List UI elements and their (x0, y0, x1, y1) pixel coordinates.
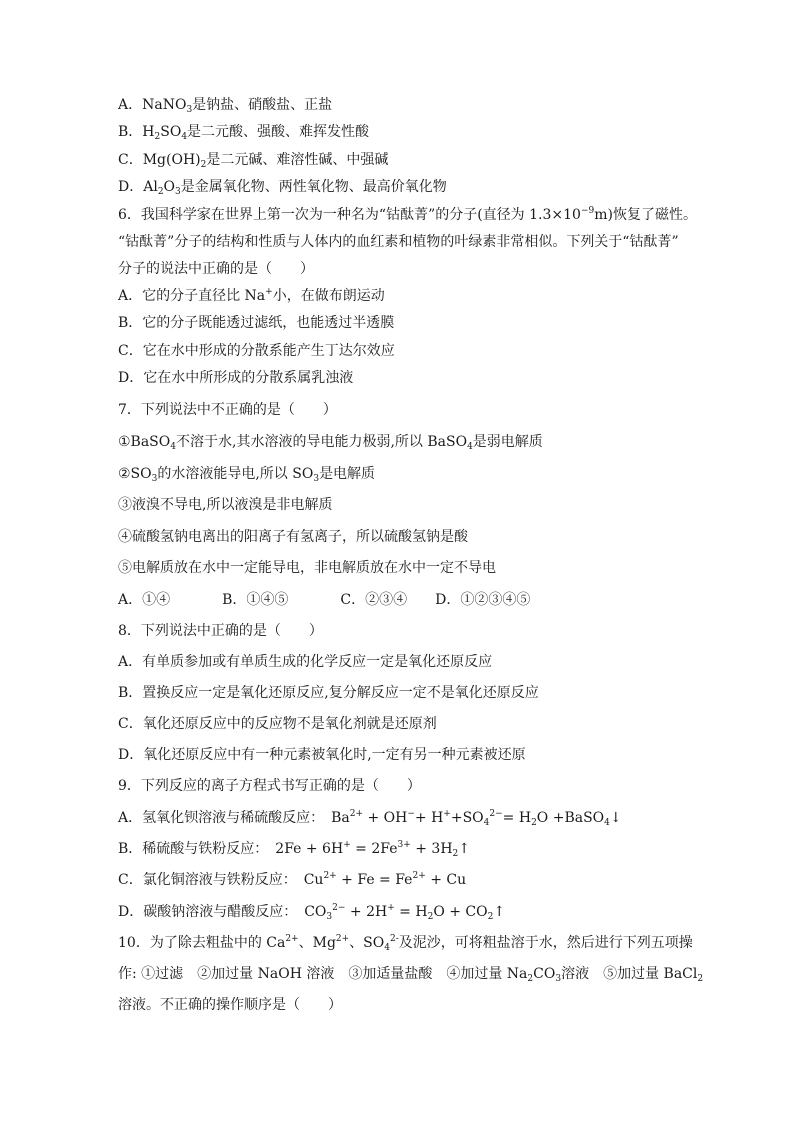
text-run: C．氧化还原反应中的反应物不是氧化剂就是还原剂 (118, 716, 437, 732)
subscript: 3 (175, 187, 181, 197)
text-run: A．有单质参加或有单质生成的化学反应一定是氧化还原反应 (118, 654, 493, 670)
superscript: + (265, 287, 273, 297)
subscript: 3 (555, 974, 562, 984)
text-line (118, 400, 337, 420)
text-line (118, 839, 470, 859)
superscript: 2+ (323, 871, 337, 881)
text-run: 是金属氧化物、两性氧化物、最高价氧化物 (180, 179, 447, 195)
text-run: 是电解质 (319, 466, 376, 482)
text-run: 是弱电解质 (472, 434, 543, 450)
text-line (118, 745, 526, 765)
text-run: 7．下列说法中不正确的是（ ） (118, 402, 337, 418)
subscript: 4 (384, 943, 390, 953)
text-line (118, 590, 530, 610)
text-line (118, 313, 394, 333)
text-run: 不溶于水,其水溶液的导电能力极弱,所以 BaSO (176, 434, 468, 450)
superscript: + (443, 809, 451, 819)
text-line (118, 776, 421, 796)
text-run: 8．下列说法中正确的是（ ） (118, 623, 323, 639)
text-line (118, 995, 342, 1015)
text-run: C．②③④ (340, 592, 408, 608)
text-line (118, 95, 332, 115)
text-run: ↑ (458, 841, 471, 857)
text-run: 、Mg (298, 935, 336, 951)
text-line (118, 683, 539, 703)
text-run: O (163, 179, 176, 195)
text-run: O + CO (433, 904, 488, 920)
subscript: 4 (181, 132, 188, 142)
superscript: 2+ (412, 871, 426, 881)
text-line (118, 464, 375, 484)
subscript: 4 (483, 818, 490, 828)
text-run: ②SO (118, 466, 152, 482)
superscript: 2+ (335, 934, 350, 944)
text-run: C．氯化铜溶液与铁粉反应： Cu (118, 872, 324, 888)
text-run: 是二元酸、强酸、难挥发性酸 (187, 124, 370, 140)
subscript: 4 (604, 818, 610, 828)
subscript: 3 (151, 474, 158, 484)
subscript: 2 (427, 912, 434, 922)
text-run: A．它的分子直径比 Na (118, 288, 266, 304)
superscript: 2+ (285, 934, 299, 944)
subscript: 4 (467, 442, 473, 452)
superscript: 2- (390, 934, 399, 944)
text-run: + Cu (425, 872, 467, 888)
text-run: 10．为了除去粗盐中的 Ca (118, 935, 286, 951)
text-run: m)恢复了磁性。 (594, 207, 697, 223)
text-line (118, 621, 323, 641)
text-run: ↓ (609, 810, 622, 826)
text-run: A．氢氧化钡溶液与稀硫酸反应： Ba (118, 810, 350, 826)
text-run: 、SO (349, 935, 385, 951)
text-run: 的水溶液能导电,所以 SO (157, 466, 314, 482)
superscript: −9 (580, 206, 595, 216)
text-run: A．NaNO (118, 97, 187, 113)
superscript: 2− (489, 809, 503, 819)
text-run: D．①②③④⑤ (435, 592, 531, 608)
text-run: “钴酞菁”分子的结构和性质与人体内的血红素和植物的叶绿素非常相似。下列关于“钴酞菁” (118, 234, 679, 250)
text-run: A．①④ (118, 592, 171, 608)
text-run: ↑ (493, 904, 506, 920)
text-line (118, 558, 496, 578)
subscript: 3 (326, 912, 333, 922)
text-line (118, 432, 543, 452)
text-run: + H (414, 810, 444, 826)
text-run: 是二元碱、难溶性碱、中强碱 (206, 152, 389, 168)
text-run: 小，在做布朗运动 (272, 288, 385, 304)
text-line (118, 808, 622, 828)
text-run: B．①④⑤ (222, 592, 289, 608)
text-run: +SO (450, 810, 484, 826)
text-run: + 3H (410, 841, 453, 857)
superscript: + (387, 903, 395, 913)
text-run: 9．下列反应的离子方程式书写正确的是（ ） (118, 778, 421, 794)
subscript: 3 (186, 105, 193, 115)
text-line (118, 495, 332, 515)
subscript: 3 (313, 474, 320, 484)
text-line (118, 652, 492, 672)
text-run: C．Mg(OH) (118, 152, 201, 168)
subscript: 2 (697, 974, 704, 984)
subscript: 2 (531, 818, 537, 828)
text-line (118, 259, 314, 279)
text-run: B．置换反应一定是氧化还原反应,复分解反应一定不是氧化还原反应 (118, 685, 539, 701)
text-line (118, 368, 353, 388)
text-line (118, 286, 385, 306)
text-line (118, 150, 388, 170)
text-run: = H (394, 904, 428, 920)
subscript: 2 (154, 132, 161, 142)
text-run: C．它在水中形成的分散系能产生丁达尔效应 (118, 343, 395, 359)
superscript: − (407, 809, 415, 819)
text-run: D．碳酸钠溶液与醋酸反应： CO (118, 904, 327, 920)
subscript: 4 (170, 442, 176, 452)
text-line (118, 964, 703, 984)
text-line (118, 527, 468, 547)
text-run: 作: ①过滤 ②加过量 NaOH 溶液 ③加适量盐酸 ④加过量 Na (118, 966, 528, 982)
subscript: 2 (452, 849, 459, 859)
text-line (118, 933, 693, 953)
superscript: 3+ (397, 840, 411, 850)
text-run: + OH (363, 810, 408, 826)
subscript: 2 (527, 974, 534, 984)
text-run: D．它在水中所形成的分散系属乳浊液 (118, 370, 354, 386)
subscript: 2 (487, 912, 494, 922)
text-line (118, 177, 447, 197)
text-run: ④硫酸氢钠电离出的阳离子有氢离子，所以硫酸氢钠是酸 (118, 529, 468, 545)
text-run: + Fe = Fe (336, 872, 413, 888)
text-run: 溶液。不正确的操作顺序是（ ） (118, 997, 342, 1013)
superscript: 2+ (349, 809, 364, 819)
subscript: 2 (157, 187, 164, 197)
text-run: CO (533, 966, 556, 982)
text-line (118, 714, 437, 734)
text-run: 是钠盐、硝酸盐、正盐 (192, 97, 333, 113)
text-run: = 2Fe (350, 841, 398, 857)
text-run: D．Al (118, 179, 158, 195)
text-run: SO (160, 124, 182, 140)
text-line (118, 902, 505, 922)
text-run: 及泥沙，可将粗盐溶于水，然后进行下列五项操 (398, 935, 693, 951)
text-line (118, 122, 369, 142)
text-run: B．它的分子既能透过滤纸，也能透过半透膜 (118, 315, 395, 331)
text-run: 分子的说法中正确的是（ ） (118, 261, 314, 277)
superscript: + (343, 840, 351, 850)
text-run: 溶液 ⑤加过量 BaCl (561, 966, 698, 982)
text-run: B．稀硫酸与铁粉反应： 2Fe + 6H (118, 841, 344, 857)
text-run: ①BaSO (118, 434, 171, 450)
text-run: + 2H (345, 904, 388, 920)
text-run: 6．我国科学家在世界上第一次为一种名为“钴酞菁”的分子(直径为 1.3×10 (118, 207, 581, 223)
subscript: 2 (200, 160, 207, 170)
text-run: D．氧化还原反应中有一种元素被氧化时,一定有另一种元素被还原 (118, 747, 526, 763)
text-line (118, 205, 697, 225)
text-line (118, 341, 395, 361)
text-run: ⑤电解质放在水中一定能导电，非电解质放在水中一定不导电 (118, 560, 496, 576)
text-run: ③液溴不导电,所以液溴是非电解质 (118, 497, 333, 513)
text-run: B．H (118, 124, 155, 140)
text-line (118, 232, 679, 252)
text-run: O +BaSO (536, 810, 605, 826)
text-line (118, 870, 466, 890)
text-run: = H (502, 810, 532, 826)
superscript: 2− (332, 903, 346, 913)
